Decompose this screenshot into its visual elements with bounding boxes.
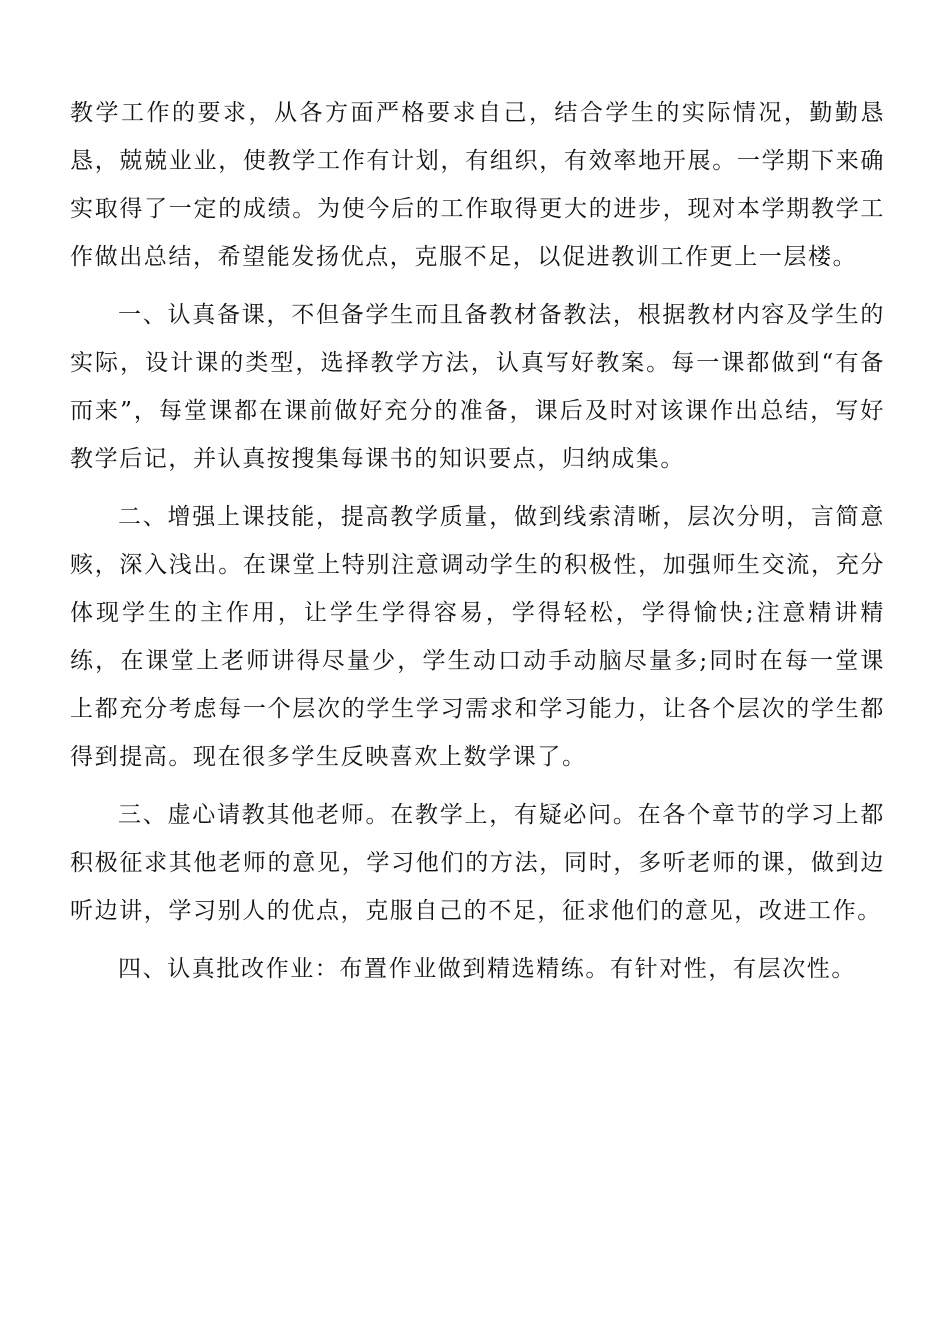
paragraph-section-2: 二、增强上课技能，提高教学质量，做到线索清晰，层次分明，言简意赅，深入浅出。在课堂上特别注意调动学生的积极性，加强师生交流，充分体现学生的主作用，让学生学得容易，学得轻松，学得愉快;注意精讲精练，在课堂上老师讲得尽量少，学生动口动手动脑尽量多;同时在每一堂课上都充分考虑每一个层次的学生学习需求和学习能力，让各个层次的学生都得到提高。现在很多学生反映喜欢上数学课了。 — [70, 504, 885, 770]
paragraph-section-1: 一、认真备课，不但备学生而且备教材备教法，根据教材内容及学生的实际，设计课的类型，选择教学方法，认真写好教案。每一课都做到“有备而来”，每堂课都在课前做好充分的准备，课后及时对该课作出总结，写好教学后记，并认真按搜集每课书的知识要点，归纳成集。 — [70, 302, 885, 472]
document-body — [70, 89, 885, 993]
paragraph-section-4: 四、认真批改作业：布置作业做到精选精练。有针对性，有层次性。 — [118, 956, 856, 982]
paragraph-intro: 教学工作的要求，从各方面严格要求自己，结合学生的实际情况，勤勤恳恳，兢兢业业，使教学工作有计划，有组织，有效率地开展。一学期下来确实取得了一定的成绩。为使今后的工作取得更大的进步，现对本学期教学工作做出总结，希望能发扬优点，克服不足，以促进教训工作更上一层楼。 — [70, 100, 885, 270]
paragraph-section-3: 三、虚心请教其他老师。在教学上，有疑必问。在各个章节的学习上都积极征求其他老师的意见，学习他们的方法，同时，多听老师的课，做到边听边讲，学习别人的优点，克服自己的不足，征求他们的意见，改进工作。 — [70, 802, 885, 924]
